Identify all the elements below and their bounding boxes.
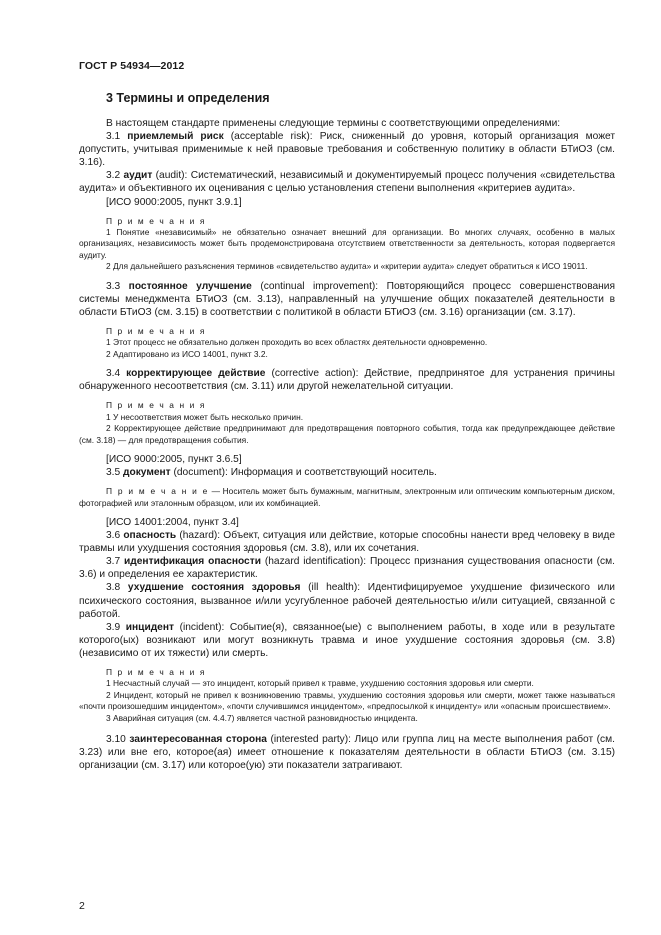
term-3-6 bbox=[79, 529, 615, 555]
term-name: корректирующее действие bbox=[126, 368, 266, 380]
term-name: инцидент bbox=[125, 621, 174, 633]
term-3-10 bbox=[79, 733, 615, 772]
reference: [ИСО 14001:2004, пункт 3.4] bbox=[106, 517, 239, 528]
note: 1 Этот процесс не обязательно должен проходить во всех областях деятельности одновременно. bbox=[106, 337, 488, 348]
term-definition: (incident): Событие(я), связанное(ые) с выполнением работы, в ходе или в результате которого(ых) возникают или могут возникнуть травма и иное ухудшение состояния здоровья (см. 3.8) (независимо от их тяжести) или смерть. bbox=[79, 621, 615, 659]
term-number: 3.5 bbox=[106, 467, 123, 479]
term-definition: (document): Информация и соответствующий носитель. bbox=[170, 467, 437, 479]
term-3-2 bbox=[79, 169, 615, 195]
term-number: 3.4 bbox=[106, 368, 127, 380]
intro-paragraph: В настоящем стандарте применены следующие термины с соответствующими определениями: bbox=[106, 118, 561, 129]
term-name: документ bbox=[123, 467, 171, 479]
notes-heading: П р и м е ч а н и я bbox=[106, 667, 206, 678]
term-name: приемлемый риск bbox=[127, 131, 224, 143]
term-3-1 bbox=[79, 130, 615, 169]
term-3-9 bbox=[79, 621, 615, 660]
notes-heading: П р и м е ч а н и я bbox=[106, 325, 206, 336]
term-number: 3.8 bbox=[106, 582, 128, 594]
term-name: заинтересованная сторона bbox=[129, 734, 267, 746]
note: 1 Несчастный случай — это инцидент, который привел к травме, ухудшению состояния здоровья или смерти. bbox=[106, 678, 534, 689]
term-number: 3.10 bbox=[106, 734, 130, 746]
term-definition: (interested party): Лицо или группа лиц на месте выполнения работ (см. 3.23) или вне его, которое(ая) имеет отношение к показателям деятельности в области БТиОЗ (см. 3.15) организации (см. 3.17) или которое(ую) эти показатели затрагивают. bbox=[79, 734, 615, 772]
note-dash: — bbox=[208, 486, 223, 497]
term-number: 3.6 bbox=[106, 530, 124, 542]
term-name: постоянное улучшение bbox=[128, 280, 252, 292]
term-name: идентификация опасности bbox=[124, 556, 261, 568]
term-3-8 bbox=[79, 581, 615, 620]
note: 2 Адаптировано из ИСО 14001, пункт 3.2. bbox=[106, 348, 268, 359]
notes-heading: П р и м е ч а н и я bbox=[106, 400, 206, 411]
page-number: 2 bbox=[79, 900, 85, 912]
term-number: 3.3 bbox=[106, 280, 129, 292]
note: 2 Корректирующее действие предпринимают для предотвращения повторного события, тогда как предупреждающее действие (см. 3.18) — для предотвращения события. bbox=[79, 423, 615, 445]
term-definition: (corrective action): Действие, предпринятое для устранения причины обнаруженного несоответствия (см. 3.11) или другой нежелательной ситуации. bbox=[79, 368, 615, 393]
term-name: опасность bbox=[123, 530, 177, 542]
note bbox=[79, 486, 615, 509]
term-3-5 bbox=[79, 466, 615, 479]
term-3-3 bbox=[79, 280, 615, 319]
notes-heading: П р и м е ч а н и я bbox=[106, 215, 206, 226]
note-text: Носитель может быть бумажным, магнитным, электронным или оптическим компьютерным диском, фотографией или эталонным образцом, или их комбинацией. bbox=[79, 486, 615, 508]
reference: [ИСО 9000:2005, пункт 3.6.5] bbox=[106, 454, 242, 465]
term-number: 3.1 bbox=[106, 131, 128, 143]
term-definition: (continual improvement): Повторяющийся процесс совершенствования системы менеджмента БТиОЗ (см. 3.13), направленный на улучшение общих показателей деятельности в области БТиОЗ (см. 3.15) в соответствии с политикой в области БТиОЗ (см. 3.16) организации (см. 3.17). bbox=[79, 280, 615, 318]
term-definition: (hazard identification): Процесс признания существования опасности (см. 3.6) и определения ее характеристик. bbox=[79, 556, 615, 581]
section-body bbox=[79, 117, 615, 772]
term-definition: (audit): Систематический, независимый и документируемый процесс получения «свидетельства аудита» и объективного их оценивания с целью установления степени выполнения «критериев аудита». bbox=[79, 170, 615, 195]
note: 2 Инцидент, который не привел к возникновению травмы, ухудшению состояния здоровья или смерти, может также называться «почти произошедшим инцидентом», «почти случившимся инцидентом», «предпосылкой к инциденту» или «опасным происшествием». bbox=[79, 689, 615, 712]
term-name: аудит bbox=[123, 170, 153, 182]
term-definition: (hazard): Объект, ситуация или действие, которые способны нанести вред человеку в виде травмы или ухудшения состояния здоровья (см. 3.8), или их сочетания. bbox=[79, 530, 615, 555]
note-label: П р и м е ч а н и е bbox=[106, 486, 209, 497]
note: 1 У несоответствия может быть несколько причин. bbox=[106, 411, 304, 422]
note: 2 Для дальнейшего разъяснения терминов «свидетельство аудита» и «критерии аудита» следует обратиться к ИСО 19011. bbox=[106, 261, 588, 272]
term-3-7 bbox=[79, 555, 615, 581]
section-title: 3 Термины и определения bbox=[106, 91, 270, 105]
note: 3 Аварийная ситуация (см. 4.4.7) является частной разновидностью инцидента. bbox=[106, 712, 418, 723]
note: 1 Понятие «независимый» не обязательно означает внешний для организации. Во многих случаях, особенно в малых организациях, независимость может быть продемонстрирована отсутствием ответственности за деятельность, которая подвергается аудиту. bbox=[79, 227, 615, 260]
term-3-4 bbox=[79, 367, 615, 393]
term-number: 3.2 bbox=[106, 170, 124, 182]
term-definition: (acceptable risk): Риск, сниженный до уровня, который организация может допустить, учитывая применимые к ней правовые требования и собственную политику в области БТиОЗ (см. 3.16). bbox=[79, 131, 616, 169]
term-definition: (ill health): Идентифицируемое ухудшение физического или психического состояния, вызванное и/или усугубленное рабочей деятельностью и/или ситуацией, связанной с работой. bbox=[79, 582, 615, 620]
term-number: 3.9 bbox=[106, 621, 126, 633]
term-name: ухудшение состояния здоровья bbox=[127, 582, 301, 594]
term-number: 3.7 bbox=[106, 556, 125, 568]
reference: [ИСО 9000:2005, пункт 3.9.1] bbox=[106, 196, 242, 208]
document-header: ГОСТ Р 54934—2012 bbox=[79, 60, 185, 72]
